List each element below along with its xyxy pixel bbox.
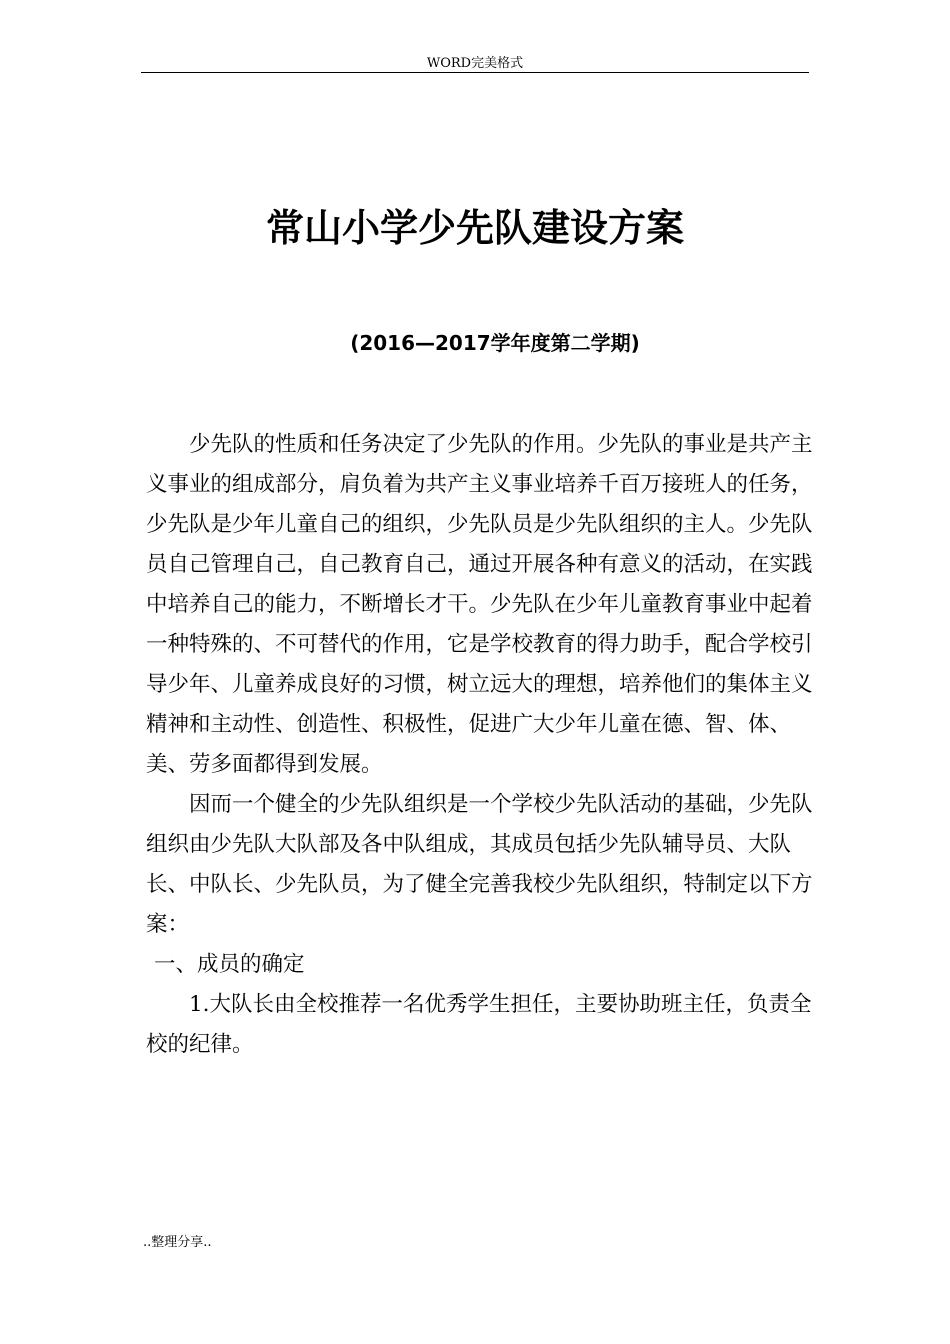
page-header: WORD完美格式 bbox=[426, 56, 524, 71]
body-paragraph: 少先队的性质和任务决定了少先队的作用。少先队的事业是共产主义事业的组成部分，肩负着为共产主义事业培养千百万接班人的任务，少先队是少年儿童自己的组织，少先队员是少先队组织的主人。少先队员自己管理自己，自己教育自己，通过开展各种有意义的活动，在实践中培养自己的能力，不断增长才干。少先队在少年儿童教育事业中起着一种特殊的、不可替代的作用，它是学校教育的得力助手，配合学校引导少年、儿童养成良好的习惯，树立远大的理想，培养他们的集体主义精神和主动性、创造性、积极性，促进广大少年儿童在德、智、体、美、劳多面都得到发展。 bbox=[146, 432, 813, 777]
document-body bbox=[146, 425, 816, 1065]
section-heading: 一、成员的确定 bbox=[154, 952, 305, 977]
header-divider bbox=[141, 72, 809, 73]
page-footer: ..整理分享.. bbox=[143, 1235, 212, 1250]
document-title: 常山小学少先队建设方案 bbox=[265, 206, 684, 250]
list-item: 1.大队长由全校推荐一名优秀学生担任，主要协助班主任，负责全校的纪律。 bbox=[146, 992, 812, 1057]
document-subtitle: (2016—2017学年度第二学期) bbox=[350, 331, 640, 355]
body-paragraph: 因而一个健全的少先队组织是一个学校少先队活动的基础，少先队组织由少先队大队部及各中队组成，其成员包括少先队辅导员、大队长、中队长、少先队员，为了健全完善我校少先队组织，特制定以下方案： bbox=[146, 792, 813, 937]
